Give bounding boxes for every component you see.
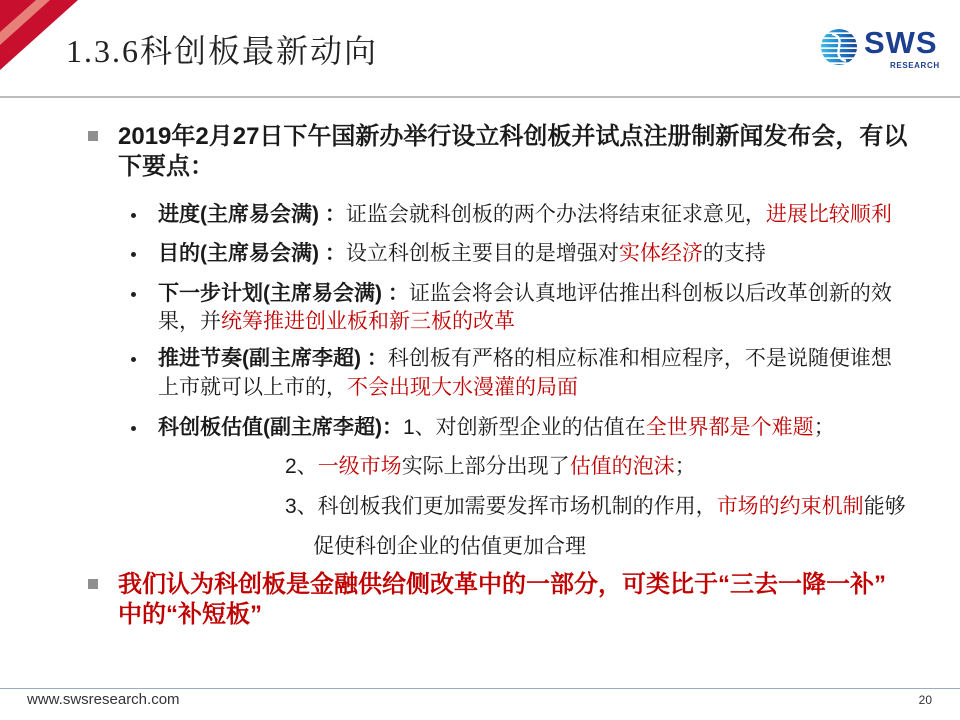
point-text: 能够 (863, 495, 906, 518)
page-number: 20 (918, 693, 932, 707)
point-line (158, 374, 578, 402)
point-text: 实际上部分出现了 (401, 455, 570, 478)
point-highlight: 进展比较顺利 (765, 203, 892, 226)
footer-website: www.swsresearch.com (27, 691, 180, 708)
point-text: 的支持 (702, 242, 766, 265)
point-line (158, 201, 892, 229)
intro-line: 下要点： (118, 153, 214, 180)
brand-logo (820, 26, 944, 72)
dot-bullet-icon (131, 357, 136, 362)
logo-tagline: RESEARCH (890, 61, 940, 70)
dot-bullet-icon (131, 252, 136, 257)
point-line (158, 280, 892, 308)
point-text: 2、 (285, 455, 318, 478)
dot-bullet-icon (131, 292, 136, 297)
point-text: 果，并 (158, 310, 221, 333)
point-text: 上市就可以上市的， (158, 376, 347, 399)
point-line (285, 453, 696, 481)
conclusion-line: 我们认为科创板是金融供给侧改革中的一部分，可类比于“三去一降一补” (118, 571, 886, 598)
point-highlight: 不会出现大水漫灌的局面 (347, 376, 578, 399)
point-text: 3、科创板我们更加需要发挥市场机制的作用， (285, 495, 717, 518)
point-line (158, 345, 892, 373)
footer-divider (0, 688, 960, 689)
point-highlight: 一级市场 (317, 455, 402, 478)
point-line (158, 414, 835, 442)
point-text: 设立科创板主要目的是增强对 (345, 242, 619, 265)
point-text: 1、对创新型企业的估值在 (403, 416, 646, 439)
point-text: 证监会将会认真地评估推出科创板以后改革创新的效 (408, 282, 892, 305)
dot-bullet-icon (131, 213, 136, 218)
point-label: 目的(主席易会满) ： (158, 242, 346, 265)
point-highlight: 实体经济 (618, 242, 703, 265)
point-line (158, 308, 515, 336)
square-bullet-icon (88, 131, 98, 141)
point-highlight: 市场的约束机制 (716, 495, 864, 518)
point-highlight: 统筹推进创业板和新三板的改革 (221, 310, 515, 333)
conclusion-line: 中的“补短板” (118, 601, 262, 628)
title-divider (0, 96, 960, 98)
point-label: 进度(主席易会满) ： (158, 203, 346, 226)
point-text: 科创板有严格的相应标准和相应程序，不是说随便谁想 (387, 347, 892, 370)
page-title: 1.3.6科创板最新动向 (66, 33, 379, 69)
point-highlight: 全世界都是个难题 (645, 416, 814, 439)
point-text: 促使科创企业的估值更加合理 (313, 535, 586, 558)
point-highlight: 估值的泡沫 (569, 455, 675, 478)
intro-line: 2019年2月27日下午国新办举行设立科创板并试点注册制新闻发布会，有以 (118, 123, 908, 150)
point-text: ； (813, 416, 835, 439)
point-text: 证监会就科创板的两个办法将结束征求意见， (345, 203, 766, 226)
sws-logo-icon (820, 28, 858, 66)
point-label: 下一步计划(主席易会满) ： (158, 282, 409, 305)
point-line (285, 493, 906, 521)
dot-bullet-icon (131, 426, 136, 431)
point-line (313, 533, 586, 561)
point-line (158, 240, 766, 268)
square-bullet-icon (88, 579, 98, 589)
point-text: ； (674, 455, 696, 478)
logo-wordmark: SWS (864, 25, 938, 60)
point-label: 科创板估值(副主席李超)： (158, 416, 403, 439)
point-label: 推进节奏(副主席李超) ： (158, 347, 388, 370)
